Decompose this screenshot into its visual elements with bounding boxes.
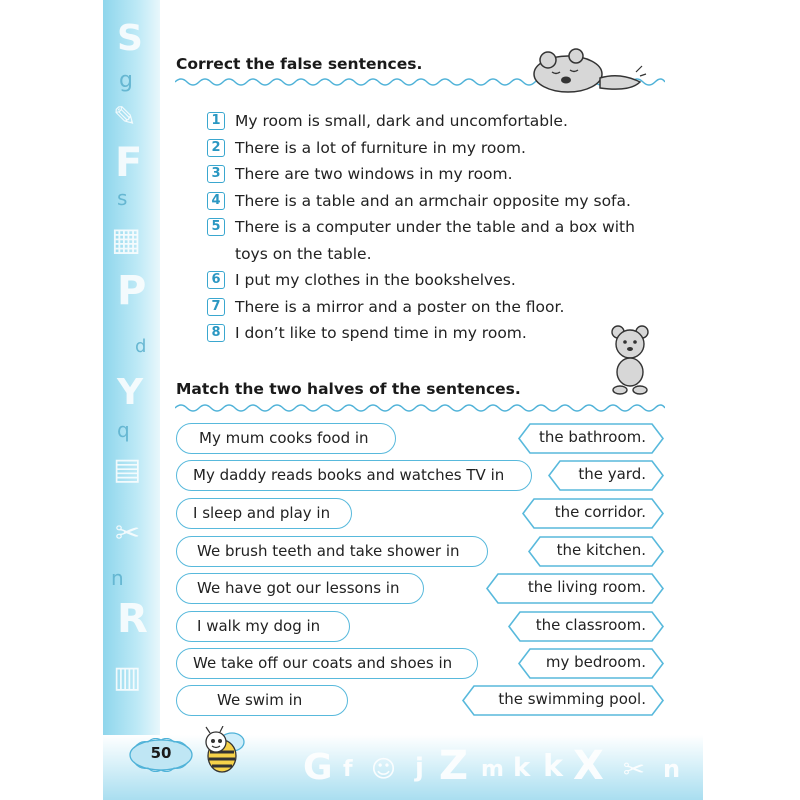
page-number-badge xyxy=(128,738,194,772)
item-number: 6 xyxy=(207,271,225,289)
pill-text: the classroom. xyxy=(535,616,646,634)
exercise2-title: Match the two halves of the sentences. xyxy=(176,380,521,398)
pill-text: the corridor. xyxy=(554,503,646,521)
match-right-pill[interactable] xyxy=(508,611,664,642)
bee-mascot-icon xyxy=(196,726,252,778)
pill-text: We brush teeth and take shower in xyxy=(197,542,460,560)
match-left-pill[interactable] xyxy=(176,460,532,491)
match-right-pill[interactable] xyxy=(462,685,664,716)
list-item xyxy=(207,161,677,188)
decorative-letter-band: S g ✎ F s ▦ P d Y q ▤ ✂ n R ▥ xyxy=(103,0,160,800)
sentence-text: I put my clothes in the bookshelves. xyxy=(235,271,516,289)
item-number: 5 xyxy=(207,218,225,236)
match-left-pill[interactable] xyxy=(176,498,352,529)
sentence-text: There is a table and an armchair opposite my sofa. xyxy=(235,191,631,210)
match-right-pill[interactable] xyxy=(518,423,664,454)
pill-text: the yard. xyxy=(578,465,646,483)
pill-text: the bathroom. xyxy=(538,428,646,446)
sentence-text-line1: There is a computer under the table and a box with xyxy=(235,218,635,236)
match-right-pill[interactable] xyxy=(522,498,664,529)
pill-text: the living room. xyxy=(527,578,646,596)
list-item xyxy=(207,108,677,135)
match-left-pill[interactable] xyxy=(176,611,350,642)
pill-text: We have got our lessons in xyxy=(197,579,400,597)
list-item xyxy=(207,294,677,321)
match-left-pill[interactable] xyxy=(176,648,478,679)
sentence-text xyxy=(235,214,635,267)
list-item xyxy=(207,135,677,162)
sleeping-bear-icon xyxy=(518,42,648,94)
sentence-text: There is a mirror and a poster on the floor. xyxy=(235,297,565,316)
match-right-pill[interactable] xyxy=(548,460,664,491)
pill-text: the swimming pool. xyxy=(498,690,646,708)
list-item xyxy=(207,214,677,267)
pill-text: I walk my dog in xyxy=(197,617,321,635)
exercise1-title: Correct the false sentences. xyxy=(176,55,423,73)
item-number: 3 xyxy=(207,165,225,183)
sentence-text-line2: toys on the table. xyxy=(235,244,372,263)
wavy-underline xyxy=(175,402,665,414)
match-left-pill[interactable] xyxy=(176,536,488,567)
standing-bear-icon xyxy=(604,324,658,396)
decorative-bottom-band: G f ☺ j Z m k k X ✂ n xyxy=(103,735,703,800)
match-left-pill[interactable] xyxy=(176,423,396,454)
sentence-text: There are two windows in my room. xyxy=(235,165,513,183)
match-left-pill[interactable] xyxy=(176,685,348,716)
match-right-pill[interactable] xyxy=(486,573,664,604)
list-item xyxy=(207,267,677,294)
item-number: 7 xyxy=(207,298,225,316)
pill-text: My mum cooks food in xyxy=(199,429,369,447)
match-right-pill[interactable] xyxy=(518,648,664,679)
sentence-text: My room is small, dark and uncomfortable. xyxy=(235,112,568,130)
page-number: 50 xyxy=(150,744,172,762)
pill-text: We take off our coats and shoes in xyxy=(193,654,453,672)
item-number: 8 xyxy=(207,324,225,342)
pill-text: My daddy reads books and watches TV in xyxy=(193,466,505,484)
match-left-pill[interactable] xyxy=(176,573,424,604)
item-number: 4 xyxy=(207,192,225,210)
list-item xyxy=(207,188,677,215)
false-sentences-list xyxy=(207,108,677,347)
item-number: 2 xyxy=(207,139,225,157)
pill-text: We swim in xyxy=(217,691,303,709)
pill-text: the kitchen. xyxy=(556,541,646,559)
pill-text: I sleep and play in xyxy=(193,504,331,522)
match-right-pill[interactable] xyxy=(528,536,664,567)
sentence-text: There is a lot of furniture in my room. xyxy=(235,138,526,157)
item-number: 1 xyxy=(207,112,225,130)
pill-text: my bedroom. xyxy=(545,653,646,671)
sentence-text: I don’t like to spend time in my room. xyxy=(235,324,527,342)
